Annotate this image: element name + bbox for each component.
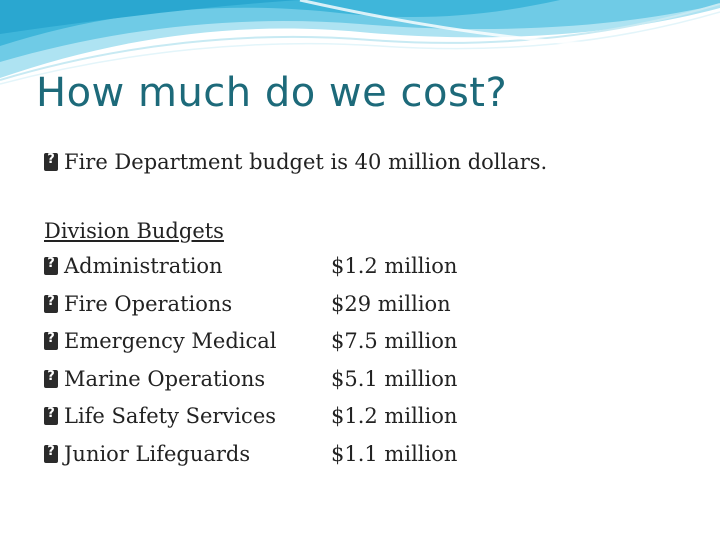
division-amount: $1.2 million: [331, 404, 458, 429]
division-name: [44, 367, 265, 391]
division-name: [44, 329, 277, 353]
list-item: [44, 254, 524, 292]
division-amount: $7.5 million: [331, 329, 458, 354]
division-amount: $1.1 million: [331, 441, 458, 466]
list-item: [44, 329, 524, 367]
division-name-text: Administration: [64, 254, 223, 278]
bullet-icon: [44, 295, 58, 313]
division-name-text: Marine Operations: [64, 366, 266, 391]
budget-statement: [44, 150, 547, 174]
bullet-icon: [44, 332, 58, 350]
list-item: [44, 404, 524, 442]
division-budgets-list: [44, 254, 524, 480]
page-title: How much do we cost?: [36, 70, 508, 116]
division-name-text: Junior Lifeguards: [64, 441, 251, 466]
division-name: [44, 442, 250, 466]
bullet-icon: [44, 153, 58, 171]
division-amount: $1.2 million: [331, 254, 458, 278]
division-name: [44, 292, 232, 316]
list-item: [44, 442, 524, 480]
list-item: [44, 367, 524, 405]
division-amount: $29 million: [331, 291, 451, 316]
division-name: [44, 254, 223, 278]
division-budgets-heading: Division Budgets: [44, 219, 224, 243]
division-name-text: Fire Operations: [64, 291, 233, 316]
budget-statement-text: Fire Department budget is 40 million dollars.: [64, 150, 548, 174]
list-item: [44, 292, 524, 330]
division-name: [44, 404, 276, 428]
division-name-text: Emergency Medical: [64, 329, 277, 354]
division-amount: $5.1 million: [331, 366, 458, 391]
bullet-icon: [44, 257, 58, 275]
bullet-icon: [44, 370, 58, 388]
bullet-icon: [44, 407, 58, 425]
division-name-text: Life Safety Services: [64, 404, 277, 429]
bullet-icon: [44, 445, 58, 463]
